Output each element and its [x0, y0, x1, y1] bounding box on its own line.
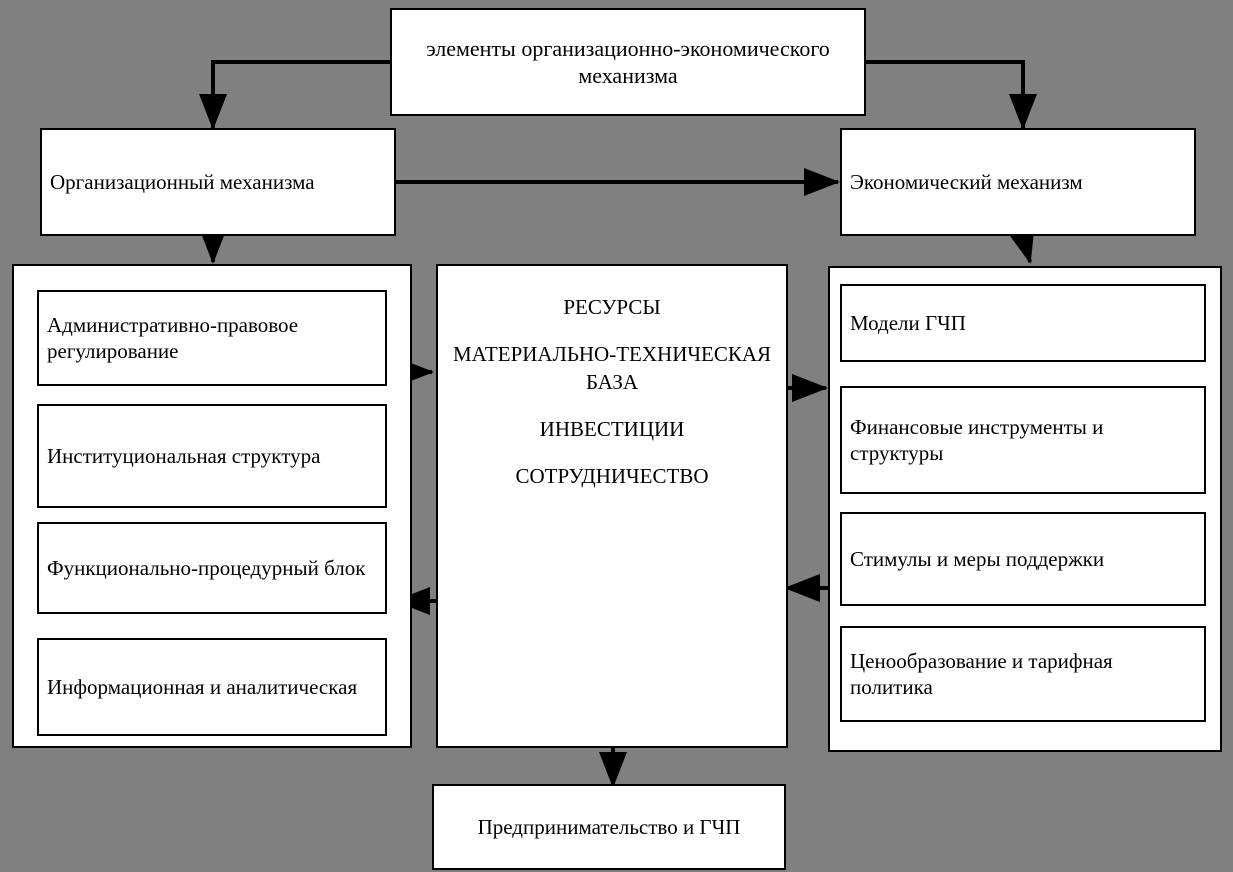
center-resources-box	[436, 264, 788, 748]
center-line-1: РЕСУРСЫ	[563, 295, 661, 319]
right-item-3	[840, 512, 1206, 606]
left-item-1	[37, 290, 387, 386]
right-item-2-label: Финансовые инструменты и структуры	[850, 414, 1104, 465]
branch-box-economic	[840, 128, 1196, 236]
left-item-3-label: Функционально-процедурный блок	[47, 555, 366, 580]
right-item-4-label: Ценообразование и тарифная политика	[850, 648, 1113, 699]
right-item-3-label: Стимулы и меры поддержки	[850, 546, 1105, 571]
bottom-box-label: Предпринимательство и ГЧП	[477, 814, 741, 839]
left-item-1-label: Административно-правовое регулирование	[47, 312, 299, 363]
branch-label-organizational: Организационный механизма	[50, 169, 315, 194]
left-item-2-label: Институциональная структура	[47, 443, 321, 468]
bottom-box-entrepreneurship	[432, 784, 786, 870]
left-item-4	[37, 638, 387, 736]
branch-label-economic: Экономический механизм	[850, 169, 1083, 194]
left-item-4-label: Информационная и аналитическая	[47, 674, 358, 699]
center-line-3: ИНВЕСТИЦИИ	[539, 416, 685, 441]
title-box	[390, 8, 866, 116]
left-item-2	[37, 404, 387, 508]
branch-box-organizational	[40, 128, 396, 236]
right-item-1	[840, 284, 1206, 362]
left-item-3	[37, 522, 387, 614]
center-line-2: МАТЕРИАЛЬНО-ТЕХНИЧЕСКАЯ БАЗА	[452, 342, 772, 394]
title-box-label: элементы организационно-экономического механизма	[426, 35, 830, 88]
right-item-1-label: Модели ГЧП	[850, 310, 966, 335]
right-item-4	[840, 626, 1206, 722]
center-line-4: СОТРУДНИЧЕСТВО	[515, 464, 709, 489]
right-item-2	[840, 386, 1206, 494]
